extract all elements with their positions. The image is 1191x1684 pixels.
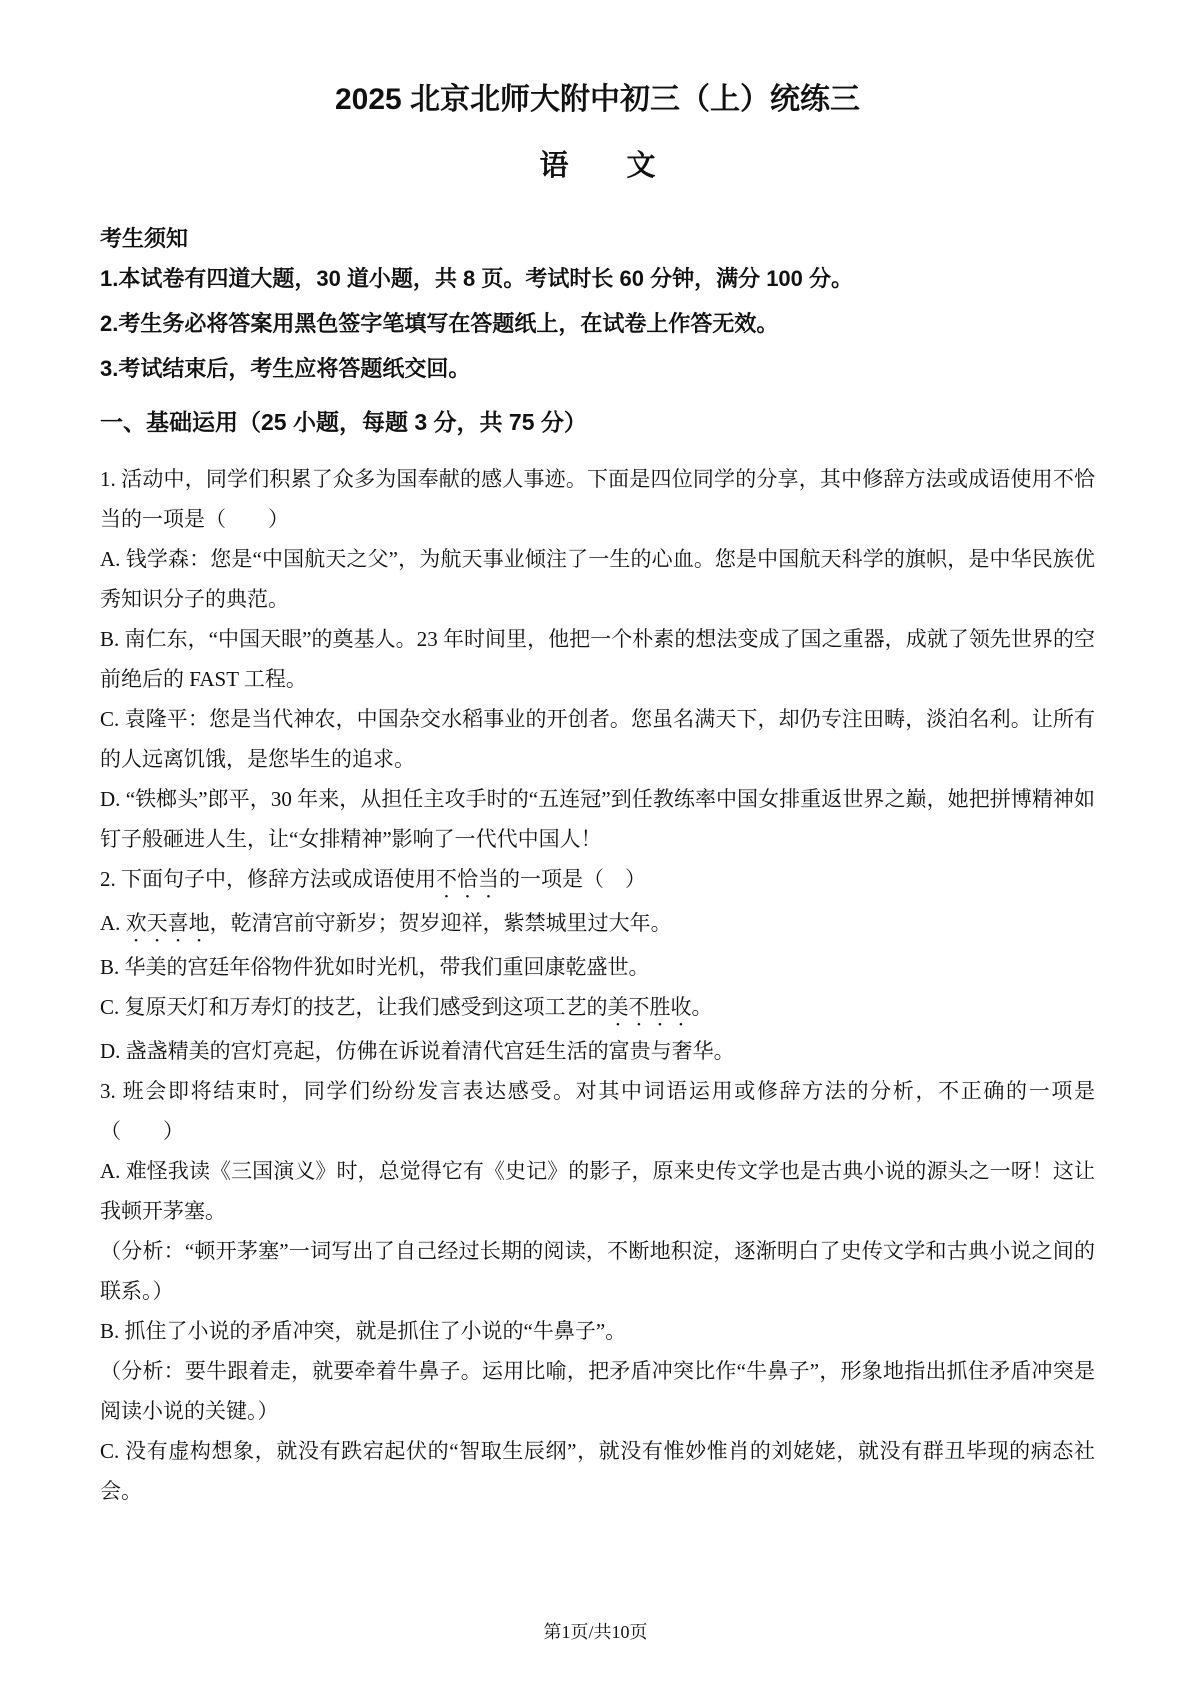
text-segment: B. 南仁东，“中国天眼”的奠基人。23 年时间里，他把一个朴素的想法变成了国之重器，成就了领先世界的空前绝后的 FAST 工程。 <box>100 627 1095 691</box>
notice-item-2: 2.考生务必将答案用黑色签字笔填写在答题纸上，在试卷上作答无效。 <box>100 311 779 336</box>
question-1-option-d <box>100 779 1095 859</box>
exam-title: 2025 北京北师大附中初三（上）统练三 <box>334 83 861 116</box>
question-2-option-a <box>100 903 1095 947</box>
emphasized-text: 美不胜收 <box>607 995 692 1019</box>
text-segment: A. 钱学森：您是“中国航天之父”，为航天事业倾注了一生的心血。您是中国航天科学的旗帜，是中华民族优秀知识分子的典范。 <box>100 547 1095 611</box>
text-segment: B. 抓住了小说的矛盾冲突，就是抓住了小说的“牛鼻子”。 <box>100 1319 627 1343</box>
notice-heading: 考生须知 <box>100 226 189 251</box>
question-3-option-b <box>100 1311 1095 1351</box>
text-segment: C. 袁隆平：您是当代神农，中国杂交水稻事业的开创者。您虽名满天下，却仍专注田畴，淡泊名利。让所有的人远离饥饿，是您毕生的追求。 <box>100 707 1095 771</box>
document-body <box>100 459 1095 1511</box>
text-segment: （分析：要牛跟着走，就要牵着牛鼻子。运用比喻，把矛盾冲突比作“牛鼻子”，形象地指出抓住矛盾冲突是阅读小说的关键。） <box>100 1359 1095 1423</box>
text-segment: （分析：“顿开茅塞”一词写出了自己经过长期的阅读，不断地积淀，逐渐明白了史传文学和古典小说之间的联系。） <box>100 1239 1095 1303</box>
exam-subject: 语 文 <box>539 150 656 182</box>
question-2-option-b <box>100 947 1095 987</box>
question-1-option-a <box>100 539 1095 619</box>
notice-item-3: 3.考试结束后，考生应将答题纸交回。 <box>100 356 471 381</box>
question-1-option-b <box>100 619 1095 699</box>
text-segment: B. 华美的宫廷年俗物件犹如时光机，带我们重回康乾盛世。 <box>100 955 650 979</box>
page-content <box>100 0 1095 1511</box>
question-2-option-d <box>100 1031 1095 1071</box>
text-segment: 。 <box>691 995 713 1019</box>
question-2-stem <box>100 859 1095 903</box>
text-segment: 1. 活动中，同学们积累了众多为国奉献的感人事迹。下面是四位同学的分享，其中修辞方法或成语使用不恰当的一项是（ ） <box>100 467 1095 531</box>
question-1-option-c <box>100 699 1095 779</box>
question-3-option-c <box>100 1431 1095 1511</box>
text-segment: 的一项是（ ） <box>499 867 646 891</box>
notice-item-1: 1.本试卷有四道大题，30 道小题，共 8 页。考试时长 60 分钟，满分 100 分。 <box>100 266 854 291</box>
question-3-stem <box>100 1071 1095 1151</box>
text-segment: D. “铁榔头”郎平，30 年来，从担任主攻手时的“五连冠”到任教练率中国女排重返世界之巅，她把拼博精神如钉子般砸进人生，让“女排精神”影响了一代代中国人！ <box>100 787 1095 851</box>
emphasized-text: 不恰当 <box>436 867 499 891</box>
text-segment: C. 没有虚构想象，就没有跌宕起伏的“智取生辰纲”，就没有惟妙惟肖的刘姥姥，就没有群丑毕现的病态社会。 <box>100 1439 1095 1503</box>
question-1-stem <box>100 459 1095 539</box>
text-segment: C. 复原天灯和万寿灯的技艺，让我们感受到这项工艺的 <box>100 995 608 1019</box>
question-2-option-c <box>100 987 1095 1031</box>
text-segment: D. 盏盏精美的宫灯亮起，仿佛在诉说着清代宫廷生活的富贵与奢华。 <box>100 1039 735 1063</box>
page-number: 第1页/共10页 <box>543 1622 648 1642</box>
emphasized-text: 欢天喜地 <box>125 911 210 935</box>
text-segment: A. 难怪我读《三国演义》时，总觉得它有《史记》的影子，原来史传文学也是古典小说的源头之一呀！这让我顿开茅塞。 <box>100 1159 1095 1223</box>
question-3-option-b-analysis <box>100 1351 1095 1431</box>
text-segment: 2. 下面句子中，修辞方法或成语使用 <box>100 867 436 891</box>
section-heading: 一、基础运用（25 小题，每题 3 分，共 75 分） <box>100 409 587 435</box>
question-3-option-a-analysis <box>100 1231 1095 1311</box>
text-segment: 3. 班会即将结束时，同学们纷纷发言表达感受。对其中词语运用或修辞方法的分析，不正确的一项是（ ） <box>100 1079 1095 1143</box>
text-segment: ，乾清宫前守新岁；贺岁迎祥，紫禁城里过大年。 <box>209 911 672 935</box>
question-3-option-a <box>100 1151 1095 1231</box>
text-segment: A. <box>100 911 126 935</box>
